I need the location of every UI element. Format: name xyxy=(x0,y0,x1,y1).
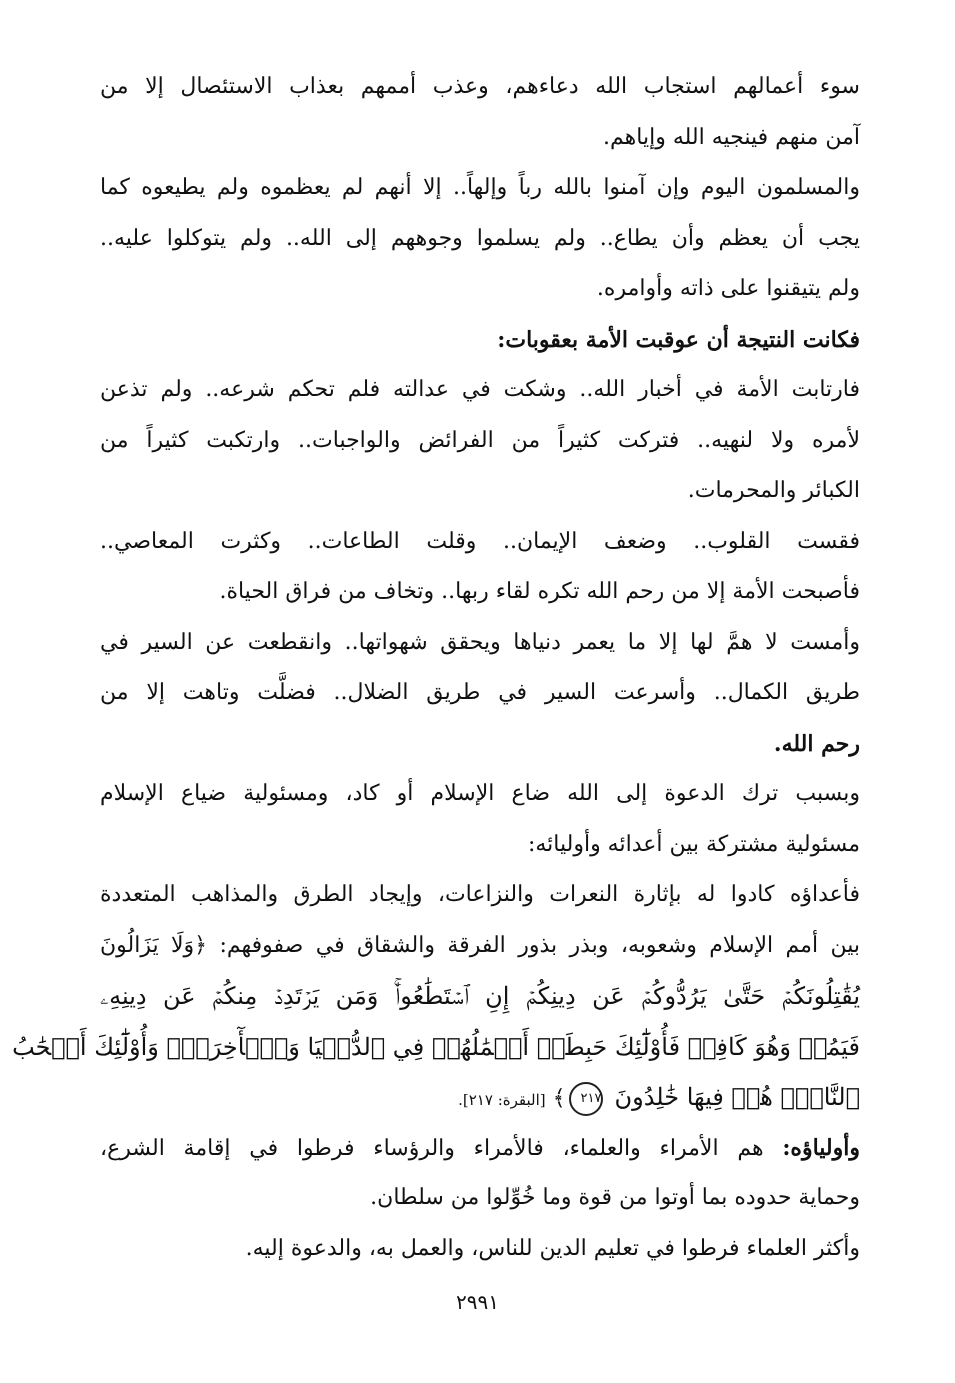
text-line: لأمره ولا لنهيه.. فتركت كثيراً من الفرائض والواجبات.. وارتكبت كثيراً من xyxy=(100,427,860,453)
text-line: وأكثر العلماء فرطوا في تعليم الدين للناس، والعمل به، والدعوة إليه. xyxy=(245,1235,860,1261)
text-line: ولم يتيقنوا على ذاته وأوامره. xyxy=(596,276,860,301)
quran-verse-line: فَيَمُتۡ وَهُوَ كَافِرٞ فَأُوْلَٰٓئِكَ حَبِطَتۡ أَعۡمَٰلُهُمۡ فِي ٱلدُّنۡيَا وَٱلۡأٓخِرَةِۖ وَأُوْلَٰٓئِكَ أَصۡحَٰبُ xyxy=(12,1032,860,1061)
text-line: رحم الله. xyxy=(773,730,860,757)
text-line: يجب أن يعظم وأن يطاع.. ولم يسلموا وجوههم إلى الله.. ولم يتوكلوا عليه.. xyxy=(100,225,860,251)
text-line xyxy=(100,1123,860,1174)
section-heading: فكانت النتيجة أن عوقبت الأمة بعقوبات: xyxy=(497,326,860,353)
quran-verse-text: ٱلنَّارِۖ هُمۡ فِيهَا خَٰلِدُونَ xyxy=(614,1083,860,1111)
text-line: وبسبب ترك الدعوة إلى الله ضاع الإسلام أو كاد، ومسئولية ضياع الإسلام xyxy=(100,781,860,806)
quran-verse-line: يُقَٰتِلُونَكُمۡ حَتَّىٰ يَرُدُّوكُمۡ عَن دِينِكُمۡ إِنِ ٱسۡتَطَٰعُواْۚ وَمَن يَرۡتَدِدۡ مِنكُمۡ عَن دِينِهِۦ xyxy=(100,982,860,1010)
ayah-number-marker: ٢١٧ xyxy=(569,1082,603,1116)
quran-verse-final-line xyxy=(100,1072,860,1123)
text-line: فقست القلوب.. وضعف الإيمان.. وقلت الطاعات.. وكثرت المعاصي.. xyxy=(100,528,860,554)
page-number: ٢٩٩١ xyxy=(456,1290,499,1314)
text-line: وأمست لا همَّ لها إلا ما يعمر دنياها ويحقق شهواتها.. وانقطعت عن السير في xyxy=(100,629,860,655)
text-line: فارتابت الأمة في أخبار الله.. وشكت في عدالته فلم تحكم شرعه.. ولم تذعن xyxy=(100,377,860,402)
text-line: وحماية حدوده بما أوتوا من قوة وما خُوِّلوا من سلطان. xyxy=(370,1185,860,1210)
text-line: مسئولية مشتركة بين أعدائه وأوليائه: xyxy=(527,831,860,857)
text-line-rest: هم الأمراء والعلماء، فالأمراء والرؤساء فرطوا في إقامة الشرع، xyxy=(100,1135,783,1161)
text-line: الكبائر والمحرمات. xyxy=(687,478,860,503)
text-line: فأعداؤه كادوا له بإثارة النعرات والنزاعات، وإيجاد الطرق والمذاهب المتعددة xyxy=(100,882,860,907)
quran-closing-bracket: ﴾ xyxy=(552,1086,566,1111)
page-body xyxy=(12,62,860,1274)
verse-reference: [البقرة: ٢١٧]. xyxy=(458,1091,546,1109)
text-line: آمن منهم فينجيه الله وإياهم. xyxy=(603,124,860,150)
text-line: طريق الكمال.. وأسرعت السير في طريق الضلال.. فضلَّت وتاهت إلا من xyxy=(100,680,860,705)
text-line: سوء أعمالهم استجاب الله دعاءهم، وعذب أممهم بعذاب الاستئصال إلا من xyxy=(100,74,860,99)
text-line: والمسلمون اليوم وإن آمنوا بالله رباً وإلهاً.. إلا أنهم لم يعظموه ولم يطيعوه كما xyxy=(100,175,860,200)
text-line: بين أمم الإسلام وشعوبه، وبذر بذور الفرقة والشقاق في صفوفهم: ﴿وَلَا يَزَالُونَ xyxy=(100,932,860,958)
text-line: فأصبحت الأمة إلا من رحم الله تكره لقاء ربها.. وتخاف من فراق الحياة. xyxy=(219,579,860,604)
paragraph-lead: وأولياؤه: xyxy=(782,1134,860,1161)
